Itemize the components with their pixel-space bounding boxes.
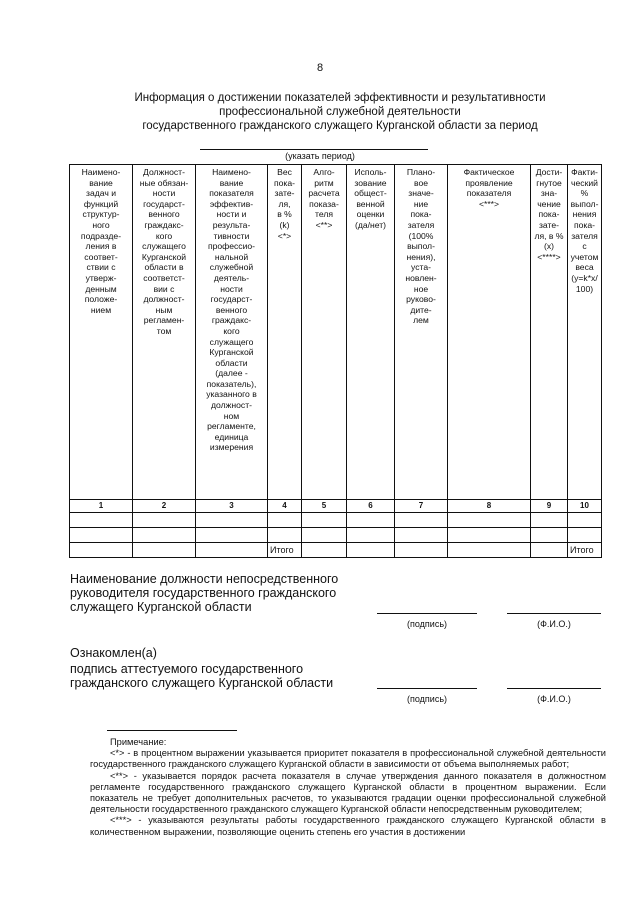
column-number-row [70, 500, 602, 513]
column-number: 4 [268, 500, 302, 513]
empty-cell [70, 513, 133, 528]
column-number: 8 [448, 500, 531, 513]
document-title [70, 91, 610, 133]
header-cell-5: Алго- ритм расчета показа- теля <**> [302, 165, 347, 500]
empty-cell [268, 528, 302, 543]
supervisor-line-1: Наименование должности непосредственного [70, 572, 339, 586]
header-cell-6: Исполь- зование общест- венной оценки (да/нет) [347, 165, 395, 500]
supervisor-line-3: служащего Курганской области [70, 600, 252, 614]
header-cell-3: Наимено- вание показателя эффектив- ности и результа- тивности профессио- нальной служебной деятель- ности государст- венного граждакс- кого служащего Курганской области (далее - показатель), указанного в должност- ном регламенте, единица измерения [196, 165, 268, 500]
note-3: <***> - указываются результаты работы государственного гражданского служащего Курганской области в количественном выражении, позволяющие оценить степень его участия в достижении [90, 815, 606, 837]
table-row [70, 528, 602, 543]
header-cell-2: Должност- ные обязан- ности государст- венного граждакс- кого служащего Курганской области в соответст- вии с должност- ным регламен- том [133, 165, 196, 500]
total-row [70, 543, 602, 558]
title-line-2: профессиональной служебной деятельности [219, 106, 461, 118]
column-number: 1 [70, 500, 133, 513]
supervisor-name-caption: (Ф.И.О.) [537, 619, 571, 629]
column-number: 6 [347, 500, 395, 513]
empty-cell [347, 513, 395, 528]
empty-cell [395, 513, 448, 528]
header-cell-7: Плано- вое значе- ние пока- зателя (100% выпол- нения), уста- новлен- ное руково- дите- лем [395, 165, 448, 500]
empty-cell [196, 513, 268, 528]
empty-cell [302, 513, 347, 528]
page-number: 8 [316, 62, 324, 74]
note-2: <**> - указывается порядок расчета показателя в случае утверждения данного показателя в должностном регламенте государственного гражданского служащего Курганской области в процентном выражении. Если показатель не требует дополнительных расчетов, то указываются градации оценки профессиональной служебной деятельности государственного гражданского служащего Курганской области непосредственным руководителем; [90, 770, 606, 815]
acquainted-line-3: гражданского служащего Курганской области [70, 676, 334, 690]
supervisor-line-2: руководителя государственного гражданского [70, 586, 337, 600]
supervisor-position-label [70, 572, 338, 614]
header-cell-4: Вес пока- зате- ля, в % (k) <*> [268, 165, 302, 500]
empty-cell [448, 528, 531, 543]
footnotes [90, 737, 606, 838]
period-blank-line [200, 149, 428, 150]
column-number: 3 [196, 500, 268, 513]
supervisor-name-line[interactable] [507, 613, 601, 614]
total-label-result: Итого [568, 543, 602, 558]
acquainted-line-1: Ознакомлен(а) [70, 646, 157, 660]
indicators-table [69, 164, 602, 558]
table-row [70, 513, 602, 528]
empty-cell [302, 528, 347, 543]
acquainted-signature-line[interactable] [377, 688, 477, 689]
acquainted-name-caption: (Ф.И.О.) [537, 694, 571, 704]
empty-cell [70, 528, 133, 543]
header-cell-8: Фактическое проявление показателя <***> [448, 165, 531, 500]
column-number: 5 [302, 500, 347, 513]
acquainted-line-2: подпись аттестуемого государственного [70, 662, 304, 676]
empty-cell [531, 528, 568, 543]
empty-cell [196, 528, 268, 543]
empty-cell [133, 513, 196, 528]
title-line-1: Информация о достижении показателей эффективности и результативности [134, 92, 546, 104]
empty-cell [133, 543, 196, 558]
empty-cell [531, 513, 568, 528]
table-header-row [70, 165, 602, 500]
empty-cell [196, 543, 268, 558]
empty-cell [70, 543, 133, 558]
acquainted-name-line[interactable] [507, 688, 601, 689]
note-1: <*> - в процентном выражении указывается приоритет показателя в профессиональной служебной деятельности государственного гражданского служащего Курганской области в зависимости от объема выполняемых работ; [90, 748, 606, 770]
supervisor-signature-caption: (подпись) [406, 619, 448, 629]
header-cell-10: Факти- ческий % выпол- нения пока- зателя с учетом веса (y=k*x/ 100) [568, 165, 602, 500]
empty-cell [568, 528, 602, 543]
empty-cell [347, 543, 395, 558]
total-label-weight: Итого [268, 543, 302, 558]
empty-cell [347, 528, 395, 543]
empty-cell [568, 513, 602, 528]
empty-cell [133, 528, 196, 543]
supervisor-signature-line[interactable] [377, 613, 477, 614]
header-cell-1: Наимено- вание задач и функций структур- ного подразде- ления в соответ- ствии с утверж- денным положе- нием [70, 165, 133, 500]
empty-cell [448, 543, 531, 558]
empty-cell [531, 543, 568, 558]
period-caption: (указать период) [285, 151, 355, 161]
acquainted-signature-caption: (подпись) [406, 694, 448, 704]
empty-cell [268, 513, 302, 528]
empty-cell [302, 543, 347, 558]
footnote-separator [107, 730, 237, 731]
notes-header: Примечание: [110, 737, 167, 747]
empty-cell [395, 528, 448, 543]
empty-cell [395, 543, 448, 558]
column-number: 10 [568, 500, 602, 513]
empty-cell [448, 513, 531, 528]
header-cell-9: Дости- гнутое зна- чение пока- зате- ля, в % (x) <****> [531, 165, 568, 500]
column-number: 7 [395, 500, 448, 513]
column-number: 9 [531, 500, 568, 513]
title-line-3: государственного гражданского служащего Курганской области за период [142, 120, 538, 132]
column-number: 2 [133, 500, 196, 513]
acquainted-label [70, 646, 333, 690]
